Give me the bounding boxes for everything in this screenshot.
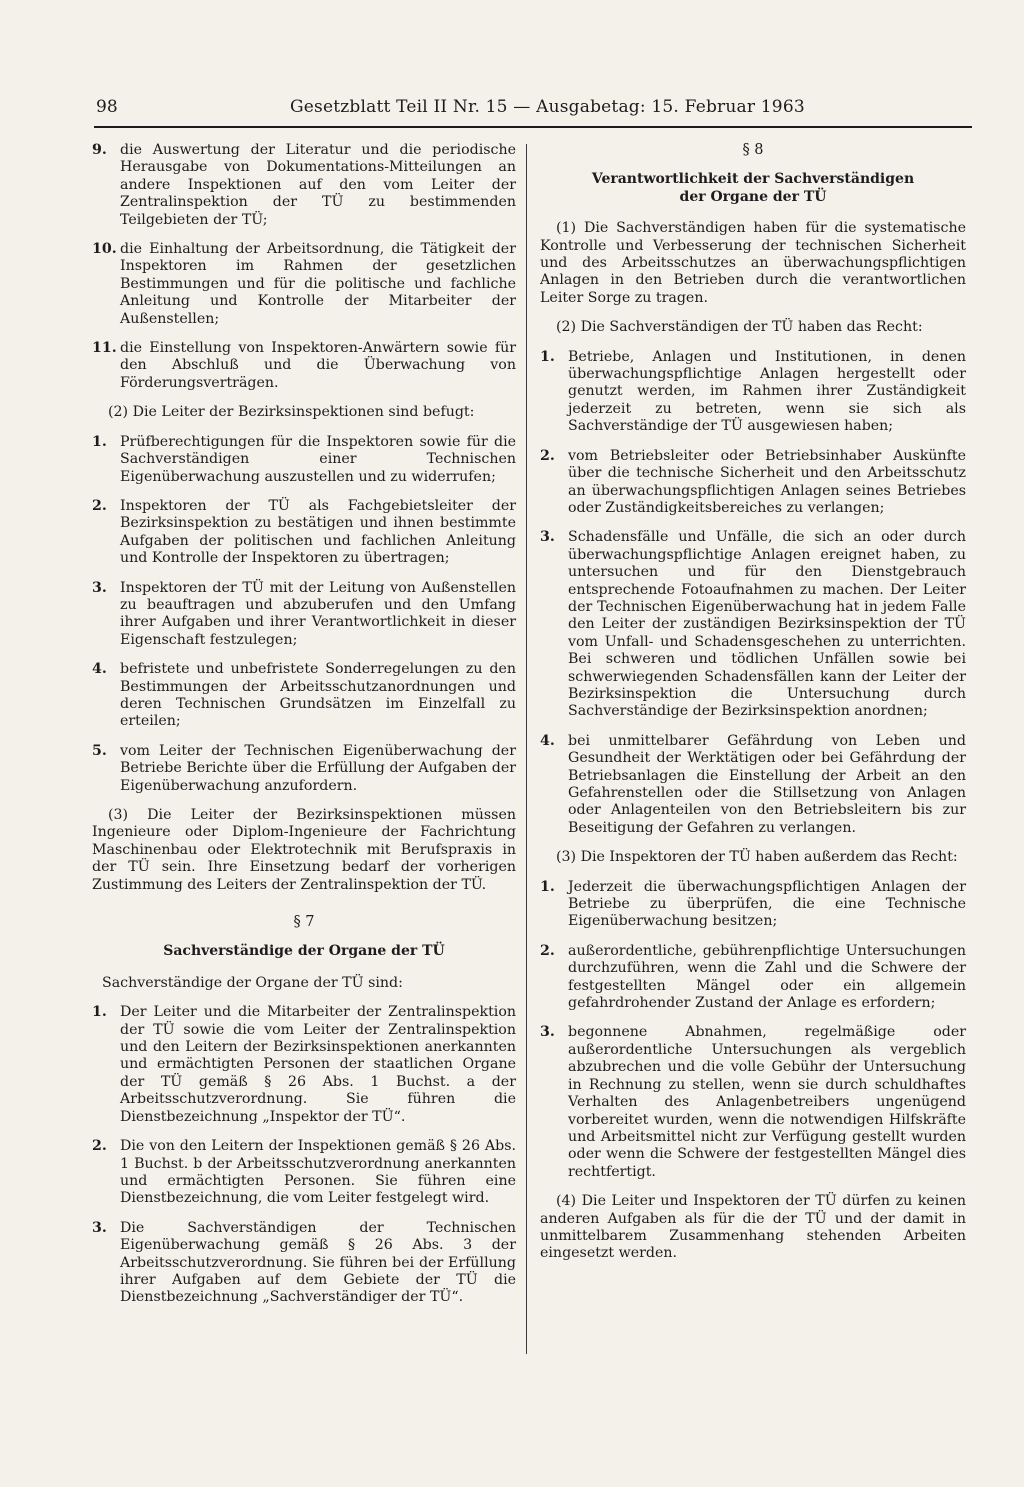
header-title: Gesetzblatt Teil II Nr. 15 — Ausgabetag: 15. Februar 1963	[290, 97, 805, 117]
section-7-title: Sachverständige der Organe der TÜ	[163, 943, 445, 960]
list-item: 2. außerordentliche, gebührenpflichtige Untersuchungen durchzuführen, wenn die Zahl und die Schwere der festgestellten Mängel oder ein allgemein gefahrdrohender Zustand der Anlage es erfordern;	[540, 942, 966, 1012]
section-8-number: § 8	[742, 142, 764, 158]
list-item: 1. Jederzeit die überwachungspflichtigen Anlagen der Betriebe zu überprüfen, die eine Technische Eigenüberwachung besitzen;	[540, 878, 966, 930]
list-item: 1. Prüfberechtigungen für die Inspektoren sowie für die Sachverständigen einer Technischen Eigenüberwachung auszustellen und zu widerrufen;	[92, 433, 516, 485]
list-item: 5. vom Leiter der Technischen Eigenüberwachung der Betriebe Berichte über die Erfüllung der Aufgaben der Eigenüberwachung anzufordern.	[92, 742, 516, 794]
section-8-paragraph-1: (1) Die Sachverständigen haben für die systematische Kontrolle und Verbesserung der technischen Sicherheit und des Arbeitsschutzes an überwachungspflichtigen Anlagen in den Betrieben durch die verantwortlichen Leiter Sorge zu tragen.	[540, 220, 966, 306]
list-item: 3. Schadensfälle und Unfälle, die sich an oder durch überwachungspflichtige Anlagen ereignet haben, zu untersuchen und für den Dienstgebrauch entsprechende Fotoaufnahmen zu machen. Der Leiter der Technischen Eigenüberwachung hat in jedem Falle den Leiter der zuständigen Bezirksinspektion der TÜ vom Unfall- und Schadensgeschehen zu unterrichten. Bei schweren und tödlichen Unfällen sowie bei schwerwiegenden Schadensfällen kann der Leiter der Bezirksinspektion die Untersuchung durch Sachverständige der Bezirksinspektion anordnen;	[540, 529, 966, 720]
right-column	[540, 142, 966, 1275]
left-column	[92, 142, 516, 1319]
section-7-number: § 7	[293, 914, 315, 931]
list-item: 4. bei unmittelbarer Gefährdung von Leben und Gesundheit der Werktätigen oder bei Gefährdung der Betriebsanlagen die Einstellung der Arbeit an den Gefahrenstellen oder die Stillsetzung von Anlagen oder Anlagenteilen von den Betriebsleitern bis zur Beseitigung der Gefahren zu verlangen.	[540, 732, 966, 836]
section-7-lead: Sachverständige der Organe der TÜ sind:	[102, 974, 403, 991]
section-8-paragraph-4: (4) Die Leiter und Inspektoren der TÜ dürfen zu keinen anderen Aufgaben als für die der TÜ und der damit in unmittelbarem Zusammenhang stehenden Arbeiten eingesetzt werden.	[540, 1193, 966, 1262]
list-item: 10. die Einhaltung der Arbeitsordnung, die Tätigkeit der Inspektoren im Rahmen der gesetzlichen Bestimmungen und für die politische und fachliche Anleitung und Kontrolle der Mitarbeiter der Außenstellen;	[92, 241, 516, 327]
section-8-paragraph-3: (3) Die Inspektoren der TÜ haben außerdem das Recht:	[556, 849, 958, 866]
list-item: 3. Die Sachverständigen der Technischen Eigenüberwachung gemäß § 26 Abs. 3 der Arbeitsschutzverordnung. Sie führen bei der Erfüllung ihrer Aufgaben auf dem Gebiete der TÜ die Dienstbezeichnung „Sachverständiger der TÜ“.	[92, 1219, 516, 1306]
list-item: 1. Betriebe, Anlagen und Institutionen, in denen überwachungspflichtige Anlagen hergestellt oder genutzt werden, im Rahmen ihrer Zuständigkeit jederzeit zu betreten, wenn sie sich als Sachverständige der TÜ ausgewiesen haben;	[540, 348, 966, 435]
paragraph-3: (3) Die Leiter der Bezirksinspektionen müssen Ingenieure oder Diplom-Ingenieure der Fachrichtung Maschinenbau oder Elektrotechnik mit Berufspraxis in der TÜ sein. Ihre Einsetzung bedarf der vorherigen Zustimmung des Leiters der Zentralinspektion der TÜ.	[92, 807, 516, 893]
column-divider	[526, 144, 527, 1354]
list-item: 1. Der Leiter und die Mitarbeiter der Zentralinspektion der TÜ sowie die vom Leiter der Zentralinspektion und den Leitern der Bezirksinspektionen anerkannten und ermächtigten Personen der staatlichen Organe der TÜ gemäß § 26 Abs. 1 Buchst. a der Arbeitsschutzverordnung. Sie führen die Dienstbezeichnung „Inspektor der TÜ“.	[92, 1004, 516, 1125]
list-item: 9. die Auswertung der Literatur und die periodische Herausgabe von Dokumentations-Mitteilungen an andere Inspektionen auf den vom Leiter der Zentralinspektion der TÜ zu bestimmenden Teilgebieten der TÜ;	[92, 142, 516, 228]
section-8-paragraph-2: (2) Die Sachverständigen der TÜ haben das Recht:	[556, 319, 923, 336]
page-number: 98	[96, 97, 118, 117]
list-item: 3. begonnene Abnahmen, regelmäßige oder außerordentliche Untersuchungen als vergeblich abzubrechen und die volle Gebühr der Untersuchung in Rechnung zu stellen, wenn sie durch schuldhaftes Verhalten des Anlagenbetreibers ungenügend vorbereitet wurden, wenn die notwendigen Hilfskräfte und Arbeitsmittel nicht zur Verfügung gestellt wurden oder wenn die Schwere der festgestellten Mängel dies rechtfertigt.	[540, 1024, 966, 1180]
list-item: 2. Die von den Leitern der Inspektionen gemäß § 26 Abs. 1 Buchst. b der Arbeitsschutzverordnung anerkannten und ermächtigten Personen. Sie führen eine Dienstbezeichnung, die vom Leiter festgelegt wird.	[92, 1138, 516, 1207]
list-item: 11. die Einstellung von Inspektoren-Anwärtern sowie für den Abschluß und die Überwachung von Förderungsverträgen.	[92, 340, 516, 391]
list-item: 2. vom Betriebsleiter oder Betriebsinhaber Auskünfte über die technische Sicherheit und den Arbeitsschutz an überwachungspflichtigen Anlagen seines Betriebes oder Zuständigkeitsbereiches zu verlangen;	[540, 447, 966, 516]
list-item: 2. Inspektoren der TÜ als Fachgebietsleiter der Bezirksinspektion zu bestätigen und ihnen bestimmte Aufgaben der politischen und fachlichen Anleitung und Kontrolle der Inspektoren zu übertragen;	[92, 497, 516, 567]
paragraph-2: (2) Die Leiter der Bezirksinspektionen sind befugt:	[108, 404, 475, 421]
list-item: 3. Inspektoren der TÜ mit der Leitung von Außenstellen zu beauftragen und abzuberufen und den Umfang ihrer Aufgaben und ihrer Verantwortlichkeit in dieser Eigenschaft festzulegen;	[92, 579, 516, 648]
list-item: 4. befristete und unbefristete Sonderregelungen zu den Bestimmungen der Arbeitsschutzanordnungen und deren Technischen Grundsätzen im Einzelfall zu erteilen;	[92, 661, 516, 730]
section-8-title-line1: Verantwortlichkeit der Sachverständigen	[591, 171, 915, 188]
header-rule	[94, 126, 972, 128]
section-8-title-line2: der Organe der TÜ	[679, 188, 827, 205]
